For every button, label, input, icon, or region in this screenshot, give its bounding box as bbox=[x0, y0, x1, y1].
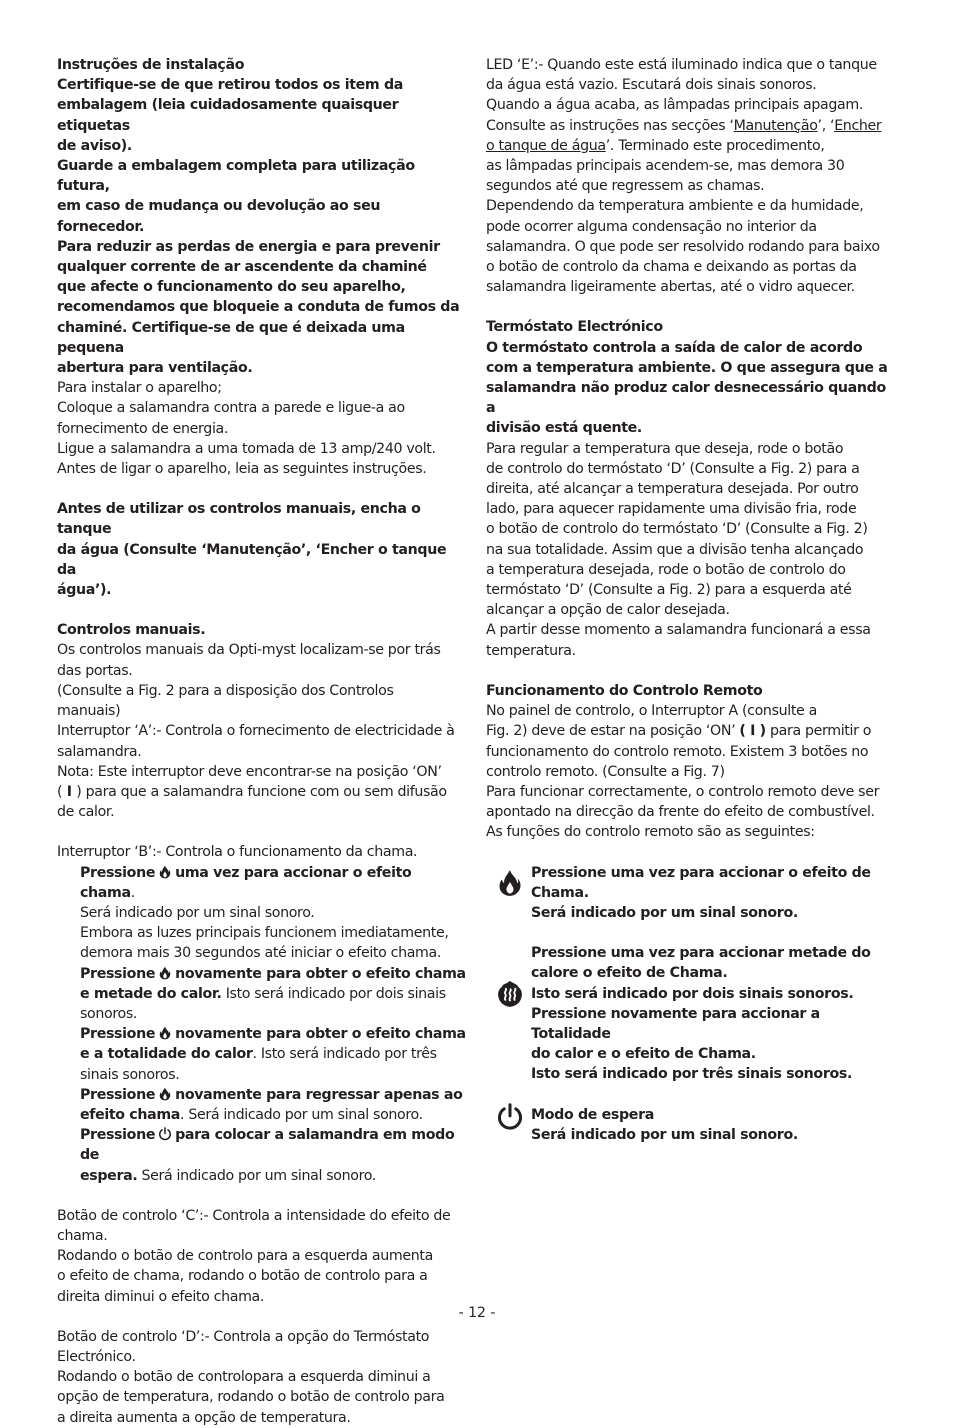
spacer bbox=[486, 661, 896, 681]
step-bold: para colocar a salamandra em modo de bbox=[80, 1127, 455, 1164]
text-line: o efeito de chama, rodando o botão de controlo para a bbox=[57, 1268, 428, 1285]
left-column bbox=[57, 55, 469, 1428]
text-line bbox=[80, 1105, 469, 1125]
spacer bbox=[57, 600, 469, 620]
text-line: as lâmpadas principais acendem-se, mas demora 30 bbox=[486, 158, 845, 175]
text-line: de controlo do termóstato ‘D’ (Consulte a Fig. 2) para a bbox=[486, 460, 860, 477]
flame-icon bbox=[158, 865, 172, 879]
text-line: opção de temperatura, rodando o botão de controlo para bbox=[57, 1389, 445, 1406]
text-line: Botão de controlo ‘D’:- Controla a opção do Termóstato bbox=[57, 1328, 430, 1345]
installation-steps bbox=[57, 378, 469, 479]
text-line: manuais) bbox=[57, 703, 121, 720]
text-line: A partir desse momento a salamandra funcionará a essa bbox=[486, 622, 871, 639]
manual-controls-title: Controlos manuais. bbox=[57, 622, 206, 639]
press-label: Pressione bbox=[80, 1026, 156, 1043]
press-label: Pressione bbox=[80, 965, 156, 982]
text-line: Será indicado por um sinal sonoro. bbox=[531, 1126, 798, 1143]
text-line: de calor. bbox=[57, 804, 115, 821]
text-line: das portas. bbox=[57, 662, 133, 679]
led-see: Consulte as instruções nas secções ‘ bbox=[486, 117, 734, 134]
thermostat-text bbox=[486, 439, 896, 661]
remote-heat-button-row bbox=[486, 943, 896, 1084]
step-rest: Será indicado por um sinal sonoro. bbox=[137, 1167, 376, 1184]
remote-flame-button-row bbox=[486, 863, 896, 924]
text-line bbox=[57, 782, 469, 802]
text-line: Antes de ligar o aparelho, leia as seguintes instruções. bbox=[57, 461, 427, 478]
press-label: Pressione bbox=[80, 1127, 156, 1144]
text-line: que afecte o funcionamento do seu aparelho, bbox=[57, 279, 406, 296]
text-line bbox=[80, 1166, 469, 1186]
text-line: (Consulte a Fig. 2 para a disposição dos Controlos bbox=[57, 682, 394, 699]
text-line: divisão está quente. bbox=[486, 420, 642, 437]
text-line: Dependendo da temperatura ambiente e da humidade, bbox=[486, 198, 864, 215]
text-line: Isto será indicado por dois sinais sonoros. bbox=[531, 985, 854, 1002]
text-line: salamandra ligeiramente abertas, até o vidro aquecer. bbox=[486, 279, 855, 296]
text-line: Chama. bbox=[531, 884, 589, 901]
text-line: a direita aumenta a opção de temperatura. bbox=[57, 1409, 351, 1426]
text-line: da água (Consulte ‘Manutenção’, ‘Encher o tanque da bbox=[57, 541, 447, 578]
flame-icon bbox=[158, 966, 172, 980]
text-line: Para regular a temperatura que deseja, rode o botão bbox=[486, 440, 844, 457]
text-line bbox=[80, 1085, 469, 1105]
text-line: Será indicado por um sinal sonoro. bbox=[531, 904, 798, 921]
step-bold: novamente para obter o efeito chama bbox=[175, 965, 466, 982]
text-line: Nota: Este interruptor deve encontrar-se na posição ‘ON’ bbox=[57, 763, 442, 780]
switch-b-steps bbox=[57, 863, 469, 1186]
spacer bbox=[486, 297, 896, 317]
text-line: com a temperatura ambiente. O que assegura que a bbox=[486, 359, 888, 376]
text-line: Certifique-se de que retirou todos os item da bbox=[57, 77, 403, 94]
text-line: demora mais 30 segundos até iniciar o efeito chama. bbox=[80, 945, 442, 962]
text-line bbox=[80, 1125, 469, 1165]
flame-icon bbox=[496, 869, 524, 897]
text-line bbox=[80, 1044, 469, 1064]
text-line: sonoros. bbox=[80, 1005, 138, 1022]
text-line: calore o efeito de Chama. bbox=[531, 965, 728, 982]
text-line: controlo remoto. (Consulte a Fig. 7) bbox=[486, 763, 725, 780]
text-line: Pressione uma vez para accionar metade do bbox=[531, 945, 871, 962]
spacer bbox=[57, 479, 469, 499]
fill-tank-reference: Encher bbox=[834, 117, 882, 134]
step-end: . bbox=[130, 884, 135, 901]
text-line: Botão de controlo ‘C’:- Controla a intensidade do efeito de bbox=[57, 1207, 451, 1224]
text-line: fornecimento de energia. bbox=[57, 420, 229, 437]
text-line bbox=[80, 964, 469, 984]
text-line: LED ‘E’:- Quando este está iluminado indica que o tanque bbox=[486, 57, 877, 73]
text-line: na sua totalidade. Assim que a divisão tenha alcançado bbox=[486, 541, 864, 558]
text-line: chama. bbox=[57, 1227, 108, 1244]
thermostat-title: Termóstato Electrónico bbox=[486, 319, 663, 336]
text-line: Será indicado por um sinal sonoro. bbox=[80, 904, 315, 921]
press-label: Pressione bbox=[80, 1086, 156, 1103]
text-line: Electrónico. bbox=[57, 1348, 136, 1365]
step-bold: efeito chama bbox=[80, 1106, 180, 1123]
note-open: ( bbox=[57, 783, 63, 800]
led-e-text bbox=[486, 55, 896, 297]
text-line: chaminé. Certifique-se de que é deixada uma pequena bbox=[57, 319, 405, 356]
led-after: ’. Terminado este procedimento, bbox=[605, 137, 825, 154]
text-line: As funções do controlo remoto são as seguintes: bbox=[486, 824, 815, 841]
text-line: alcançar a opção de calor desejada. bbox=[486, 602, 730, 619]
text-line: temperatura. bbox=[486, 642, 576, 659]
text-line: Embora as luzes principais funcionem imediatamente, bbox=[80, 925, 449, 942]
spacer bbox=[486, 1085, 896, 1105]
control-d-text bbox=[57, 1327, 469, 1428]
text-line: Guarde a embalagem completa para utilização futura, bbox=[57, 158, 415, 195]
text-line bbox=[80, 984, 469, 1004]
step-bold: espera. bbox=[80, 1167, 138, 1184]
text-line: direita, até alcançar a temperatura desejada. Por outro bbox=[486, 481, 859, 498]
text-line: Os controlos manuais da Opti-myst localizam-se por trás bbox=[57, 642, 441, 659]
text-line: do calor e o efeito de Chama. bbox=[531, 1046, 756, 1063]
remote-line-end: para permitir o bbox=[765, 723, 872, 740]
maintenance-reference: Manutenção bbox=[733, 117, 818, 134]
step-bold: novamente para regressar apenas ao bbox=[175, 1086, 463, 1103]
step-bold: uma vez para accionar o efeito chama bbox=[80, 864, 412, 901]
installation-warning bbox=[57, 75, 469, 378]
text-line: Coloque a salamandra contra a parede e ligue-a ao bbox=[57, 400, 405, 417]
text-line: Modo de espera bbox=[531, 1106, 654, 1123]
text-line bbox=[486, 721, 896, 741]
text-line: Isto será indicado por três sinais sonoros. bbox=[531, 1066, 852, 1083]
step-rest: . Isto será indicado por três bbox=[252, 1046, 437, 1063]
text-line: No painel de controlo, o Interruptor A (consulte a bbox=[486, 703, 817, 720]
text-line: Interruptor ‘A’:- Controla o fornecimento de electricidade à bbox=[57, 723, 455, 740]
spacer bbox=[57, 1186, 469, 1206]
text-line: água’). bbox=[57, 582, 112, 599]
text-line: O termóstato controla a saída de calor de acordo bbox=[486, 339, 863, 356]
text-line bbox=[80, 1024, 469, 1044]
spacer bbox=[486, 843, 896, 863]
text-line: apontado na direcção da frente do efeito de combustível. bbox=[486, 804, 875, 821]
text-line: lado, para aquecer rapidamente uma divisão fria, rode bbox=[486, 501, 857, 518]
text-line: recomendamos que bloqueie a conduta de fumos da bbox=[57, 299, 460, 316]
heat-flame-icon bbox=[496, 980, 524, 1008]
text-line bbox=[486, 136, 896, 156]
text-line: de aviso). bbox=[57, 137, 132, 154]
text-line: segundos até que regressem as chamas. bbox=[486, 178, 765, 195]
water-tank-warning bbox=[57, 499, 469, 600]
right-column bbox=[486, 55, 896, 1145]
text-line: o botão de controlo da chama e deixando as portas da bbox=[486, 259, 857, 276]
switch-b-text: Interruptor ‘B’:- Controla o funcionamento da chama. bbox=[57, 844, 418, 861]
text-line: Antes de utilizar os controlos manuais, encha o tanque bbox=[57, 501, 421, 538]
text-line: direita diminui o efeito chama. bbox=[57, 1288, 265, 1305]
fill-tank-reference: o tanque de água bbox=[486, 137, 606, 154]
press-label: Pressione bbox=[80, 864, 156, 881]
page-number: - 12 - bbox=[458, 1305, 496, 1321]
power-icon bbox=[158, 1127, 172, 1141]
flame-icon bbox=[158, 1026, 172, 1040]
text-line: embalagem (leia cuidadosamente quaisquer etiquetas bbox=[57, 97, 399, 134]
on-symbol: ( I ) bbox=[739, 723, 766, 740]
text-line: abertura para ventilação. bbox=[57, 360, 253, 377]
text-line: salamandra. bbox=[57, 743, 142, 760]
text-line: Quando a água acaba, as lâmpadas principais apagam. bbox=[486, 97, 864, 114]
text-line: Pressione novamente para accionar a Totalidade bbox=[531, 1005, 820, 1042]
text-line: qualquer corrente de ar ascendente da chaminé bbox=[57, 259, 427, 276]
text-line: funcionamento do controlo remoto. Existem 3 botões no bbox=[486, 743, 869, 760]
text-line bbox=[486, 116, 896, 136]
text-line: Para instalar o aparelho; bbox=[57, 380, 222, 397]
text-line: Para reduzir as perdas de energia e para prevenir bbox=[57, 238, 440, 255]
text-line: sinais sonoros. bbox=[80, 1066, 180, 1083]
step-bold: e a totalidade do calor bbox=[80, 1046, 253, 1063]
step-bold: novamente para obter o efeito chama bbox=[175, 1026, 466, 1043]
note-rest: ) para que a salamandra funcione com ou sem difusão bbox=[76, 783, 447, 800]
text-line: em caso de mudança ou devolução ao seu fornecedor. bbox=[57, 198, 381, 235]
text-line: Ligue a salamandra a uma tomada de 13 amp/240 volt. bbox=[57, 440, 436, 457]
spacer bbox=[486, 923, 896, 943]
remote-title: Funcionamento do Controlo Remoto bbox=[486, 682, 763, 699]
step-rest: . Será indicado por um sinal sonoro. bbox=[180, 1106, 423, 1123]
control-c-text bbox=[57, 1206, 469, 1307]
text-line: Pressione uma vez para accionar o efeito de bbox=[531, 864, 871, 881]
text-line bbox=[80, 863, 469, 903]
remote-text bbox=[486, 701, 896, 842]
installation-title: Instruções de instalação bbox=[57, 57, 245, 73]
text-line: a temperatura desejada, rode o botão de controlo do bbox=[486, 561, 846, 578]
text-line: salamandra não produz calor desnecessário quando a bbox=[486, 380, 886, 417]
step-rest: Isto será indicado por dois sinais bbox=[221, 985, 446, 1002]
text-line: salamandra. O que pode ser resolvido rodando para baixo bbox=[486, 238, 880, 255]
thermostat-intro bbox=[486, 338, 896, 439]
remote-line-start: Fig. 2) deve de estar na posição ‘ON’ bbox=[486, 723, 740, 740]
text-line: o botão de controlo do termóstato ‘D’ (Consulte a Fig. 2) bbox=[486, 521, 868, 538]
step-bold: e metade do calor. bbox=[80, 985, 222, 1002]
text-line: Para funcionar correctamente, o controlo remoto deve ser bbox=[486, 783, 880, 800]
text-line: termóstato ‘D’ (Consulte a Fig. 2) para a esquerda até bbox=[486, 582, 852, 599]
led-sep: ’, ‘ bbox=[817, 117, 835, 134]
on-symbol: I bbox=[62, 783, 77, 800]
text-line: Rodando o botão de controlopara a esquerda diminui a bbox=[57, 1369, 431, 1386]
spacer bbox=[57, 822, 469, 842]
text-line: Rodando o botão de controlo para a esquerda aumenta bbox=[57, 1248, 433, 1265]
text-line: da água está vazio. Escutará dois sinais sonoros. bbox=[486, 77, 817, 94]
flame-icon bbox=[158, 1087, 172, 1101]
power-icon bbox=[496, 1103, 524, 1131]
text-line: pode ocorrer alguma condensação no interior da bbox=[486, 218, 817, 235]
remote-standby-button-row bbox=[486, 1105, 896, 1145]
manual-controls-text bbox=[57, 640, 469, 822]
